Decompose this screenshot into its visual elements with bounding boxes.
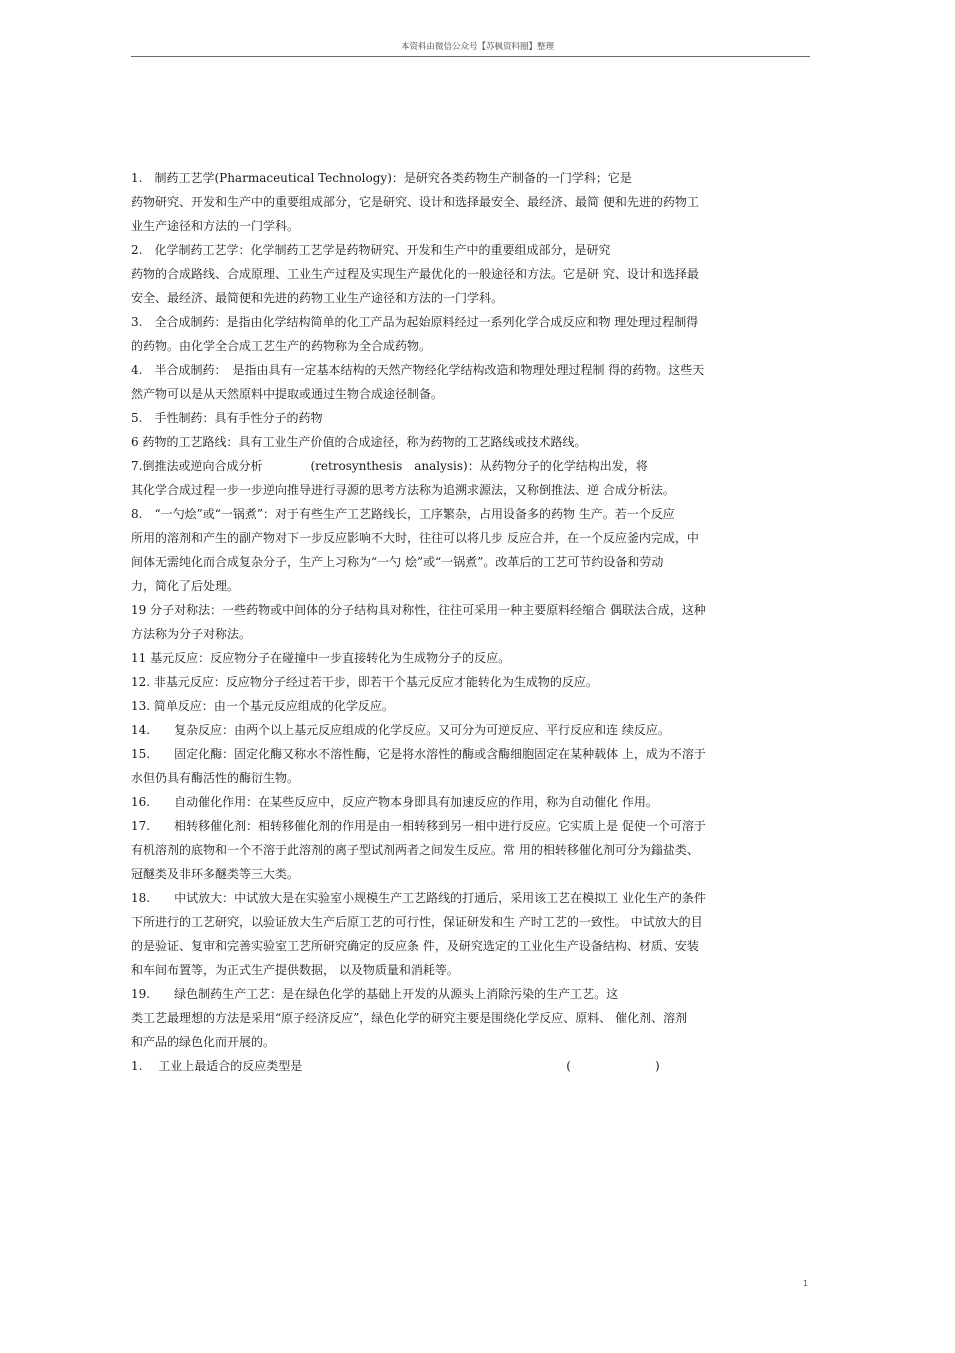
text-line: 3. 全合成制药：是指由化学结构简单的化工产品为起始原料经过一系列化学合成反应和物 理处理过程制得 xyxy=(131,315,699,329)
text-line: 15. 固定化酶：固定化酶又称水不溶性酶，它是将水溶性的酶或含酶细胞固定在某种载体 上，成为不溶于 xyxy=(131,747,706,761)
text-line: 安全、最经济、最简便和先进的药物工业生产途径和方法的一门学科。 xyxy=(131,291,504,305)
text-line: 和产品的绿色化而开展的。 xyxy=(131,1035,276,1049)
text-line: 力，简化了后处理。 xyxy=(131,579,240,593)
question-line: 1. 工业上最适合的反应类型是 ( ) xyxy=(131,1059,660,1073)
text-line: 下所进行的工艺研究，以验证放大生产后原工艺的可行性，保证研发和生 产时工艺的一致性。 中试放大的目 xyxy=(131,915,703,929)
text-line: 19 分子对称法：一些药物或中间体的分子结构具对称性，往往可采用一种主要原料经缩合 偶联法合成，这种 xyxy=(131,603,706,617)
header-divider xyxy=(131,56,810,57)
page-number: 1 xyxy=(803,1279,809,1288)
text-line: 8. “一勺烩”或“一锅煮”：对于有些生产工艺路线长，工序繁杂，占用设备多的药物 生产。若一个反应 xyxy=(131,507,675,521)
text-line: 14. 复杂反应：由两个以上基元反应组成的化学反应。又可分为可逆反应、平行反应和连 续反应。 xyxy=(131,723,670,737)
text-line: 17. 相转移催化剂：相转移催化剂的作用是由一相转移到另一相中进行反应。它实质上是 促使一个可溶于 xyxy=(131,819,706,833)
text-line: 7.倒推法或逆向合成分析 (retrosynthesis analysis)：从药物分子的化学结构出发，将 xyxy=(131,459,648,473)
text-line: 11 基元反应：反应物分子在碰撞中一步直接转化为生成物分子的反应。 xyxy=(131,651,511,665)
text-line: 1. 制药工艺学(Pharmaceutical Technology)：是研究各类药物生产制备的一门学科；它是 xyxy=(131,171,632,185)
text-line: 5. 手性制药：具有手性分子的药物 xyxy=(131,411,323,425)
text-line: 4. 半合成制药： 是指由具有一定基本结构的天然产物经化学结构改造和物理处理过程制 得的药物。这些天 xyxy=(131,363,705,377)
text-line: 13. 简单反应：由一个基元反应组成的化学反应。 xyxy=(131,699,394,713)
text-line: 药物研究、开发和生产中的重要组成部分，它是研究、设计和选择最安全、最经济、最简 便和先进的药物工 xyxy=(131,195,699,209)
page-header-text: 本资料由微信公众号【苏枫资料圈】整理 xyxy=(400,42,554,52)
text-line: 药物的合成路线、合成原理、工业生产过程及实现生产最优化的一般途径和方法。它是研 究、设计和选择最 xyxy=(131,267,699,281)
text-line: 的是验证、复审和完善实验室工艺所研究确定的反应条 件，及研究选定的工业化生产设备结构、材质、安装 xyxy=(131,939,699,953)
text-line: 所用的溶剂和产生的副产物对下一步反应影响不大时，往往可以将几步 反应合并，在一个反应釜内完成，中 xyxy=(131,531,699,545)
text-line: 然产物可以是从天然原料中提取或通过生物合成途径制备。 xyxy=(131,387,444,401)
text-line: 水但仍具有酶活性的酶衍生物。 xyxy=(131,771,300,785)
document-body xyxy=(131,166,810,1078)
text-line: 2. 化学制药工艺学：化学制药工艺学是药物研究、开发和生产中的重要组成部分，是研究 xyxy=(131,243,611,257)
text-line: 有机溶剂的底物和一个不溶于此溶剂的离子型试剂两者之间发生反应。常 用的相转移催化剂可分为鎓盐类、 xyxy=(131,843,699,857)
text-line: 16. 自动催化作用：在某些反应中，反应产物本身即具有加速反应的作用，称为自动催化 作用。 xyxy=(131,795,658,809)
text-line: 6 药物的工艺路线：具有工业生产价值的合成途径，称为药物的工艺路线或技术路线。 xyxy=(131,435,587,449)
text-line: 间体无需纯化而合成复杂分子，生产上习称为“一勺 烩”或“一锅煮”。改革后的工艺可节约设备和劳动 xyxy=(131,555,664,569)
text-line: 方法称为分子对称法。 xyxy=(131,627,252,641)
text-line: 业生产途径和方法的一门学科。 xyxy=(131,219,300,233)
text-line: 类工艺最理想的方法是采用“原子经济反应”，绿色化学的研究主要是围绕化学反应、原料、 催化剂、溶剂 xyxy=(131,1011,688,1025)
text-line: 和车间布置等，为正式生产提供数据， 以及物质量和消耗等。 xyxy=(131,963,459,977)
text-line: 18. 中试放大：中试放大是在实验室小规模生产工艺路线的打通后，采用该工艺在模拟工 业化生产的条件 xyxy=(131,891,706,905)
text-line: 12. 非基元反应：反应物分子经过若干步，即若干个基元反应才能转化为生成物的反应。 xyxy=(131,675,598,689)
text-line: 冠醚类及非环多醚类等三大类。 xyxy=(131,867,300,881)
text-line: 其化学合成过程一步一步逆向推导进行寻源的思考方法称为追溯求源法，又称倒推法、逆 合成分析法。 xyxy=(131,483,675,497)
text-line: 的药物。由化学全合成工艺生产的药物称为全合成药物。 xyxy=(131,339,432,353)
text-line: 19. 绿色制药生产工艺：是在绿色化学的基础上开发的从源头上消除污染的生产工艺。这 xyxy=(131,987,619,1001)
